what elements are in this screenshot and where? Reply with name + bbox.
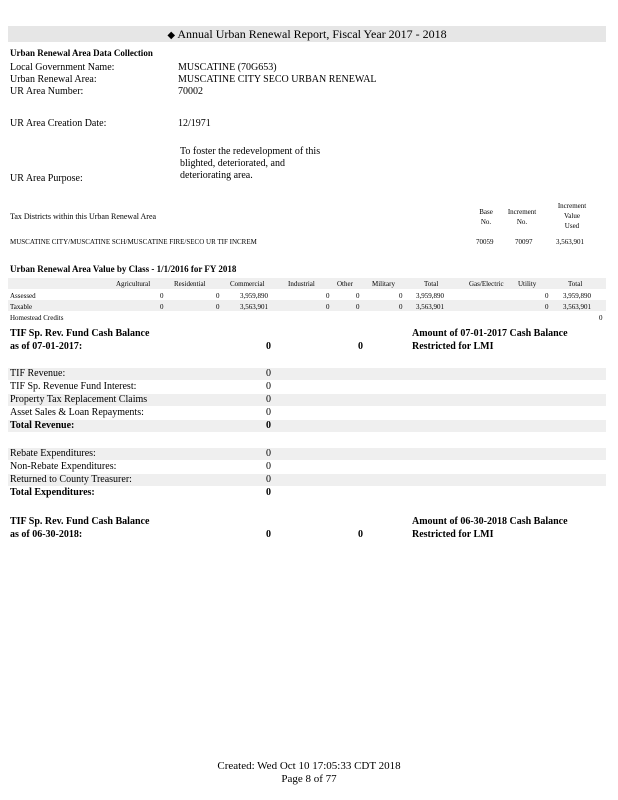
balance-start-label-1: TIF Sp. Rev. Fund Cash Balance <box>10 328 150 339</box>
field-label: Urban Renewal Area: <box>10 74 97 85</box>
tax-districts-header: Tax Districts within this Urban Renewal Area <box>10 212 157 221</box>
balance-start-restricted-value: 0 <box>358 341 363 352</box>
district-name: MUSCATINE CITY/MUSCATINE SCH/MUSCATINE FIRE/SECO UR TIF INCREM <box>10 238 257 246</box>
total-revenue-value: 0 <box>266 420 271 431</box>
report-title: Annual Urban Renewal Report, Fiscal Year 2017 - 2018 <box>177 27 447 41</box>
expenditure-value: 0 <box>266 474 271 485</box>
total-revenue-label: Total Revenue: <box>10 420 75 431</box>
balance-start-amount-label-1: Amount of 07-01-2017 Cash Balance <box>412 328 568 339</box>
balance-start-label-2: as of 07-01-2017: <box>10 341 83 352</box>
value-cell: 0 <box>216 292 220 300</box>
col-commercial: Commercial <box>230 280 265 288</box>
value-cell: 3,959,890 <box>416 292 444 300</box>
field-label: UR Area Creation Date: <box>10 118 107 129</box>
col-residential: Residential <box>174 280 206 288</box>
balance-end-label-1: TIF Sp. Rev. Fund Cash Balance <box>10 516 150 527</box>
purpose-line: To foster the redevelopment of this <box>180 146 321 157</box>
value-cell: 0 <box>399 292 403 300</box>
col-grand-total: Total <box>568 280 583 288</box>
value-cell: 0 <box>545 303 549 311</box>
value-cell: 0 <box>160 292 164 300</box>
field-value: MUSCATINE (70G653) <box>178 62 277 73</box>
value-cell: 0 <box>399 303 403 311</box>
purpose-line: deteriorating area. <box>180 170 253 181</box>
value-cell: 0 <box>326 303 330 311</box>
footer-page: Page 8 of 77 <box>281 773 337 785</box>
revenue-band <box>8 420 606 432</box>
revenue-value: 0 <box>266 407 271 418</box>
balance-end-label-2: as of 06-30-2018: <box>10 529 83 540</box>
expenditure-value: 0 <box>266 461 271 472</box>
expenditure-value: 0 <box>266 448 271 459</box>
district-base: 70059 <box>476 238 494 246</box>
field-value: MUSCATINE CITY SECO URBAN RENEWAL <box>178 74 377 85</box>
col-agricultural: Agricultural <box>116 280 151 288</box>
revenue-value: 0 <box>266 368 271 379</box>
col-utility: Utility <box>518 280 537 288</box>
total-expenditures-value: 0 <box>266 487 271 498</box>
total-expenditures-label: Total Expenditures: <box>10 487 95 498</box>
col-military: Military <box>372 280 395 288</box>
footer-created: Created: Wed Oct 10 17:05:33 CDT 2018 <box>217 760 401 772</box>
value-cell: 3,959,890 <box>563 292 591 300</box>
row-label-taxable: Taxable <box>10 303 33 311</box>
homestead-value: 0 <box>599 314 603 322</box>
expenditure-band <box>8 448 606 460</box>
col-industrial: Industrial <box>288 280 315 288</box>
balance-start-value: 0 <box>266 341 271 352</box>
revenue-label: TIF Sp. Revenue Fund Interest: <box>10 381 137 392</box>
field-value: 12/1971 <box>178 118 211 129</box>
purpose-line: blighted, deteriorated, and <box>180 158 285 169</box>
report-title-bar <box>8 26 606 42</box>
expenditure-label: Returned to County Treasurer: <box>10 474 132 485</box>
collection-header: Urban Renewal Area Data Collection <box>10 48 153 58</box>
revenue-band <box>8 368 606 380</box>
expenditure-label: Non-Rebate Expenditures: <box>10 461 117 472</box>
col-base-header: Base No. <box>479 208 493 226</box>
homestead-label: Homestead Credits <box>10 314 64 322</box>
field-label: UR Area Number: <box>10 86 84 97</box>
col-gas-electric: Gas/Electric <box>469 280 504 288</box>
district-used: 3,563,901 <box>556 238 584 246</box>
value-cell: 0 <box>545 292 549 300</box>
col-other: Other <box>337 280 353 288</box>
balance-start-amount-label-2: Restricted for LMI <box>412 341 494 352</box>
value-cell: 0 <box>216 303 220 311</box>
diamond-icon: ◆ <box>167 30 176 41</box>
revenue-label: TIF Revenue: <box>10 368 66 379</box>
col-used-header: Increment Value Used <box>557 202 587 230</box>
value-cell: 3,959,890 <box>240 292 268 300</box>
district-increment: 70097 <box>515 238 533 246</box>
purpose-label: UR Area Purpose: <box>10 173 83 184</box>
revenue-value: 0 <box>266 381 271 392</box>
field-value: 70002 <box>178 86 203 97</box>
row-label-assessed: Assessed <box>10 292 36 300</box>
value-cell: 0 <box>160 303 164 311</box>
balance-end-amount-label-2: Restricted for LMI <box>412 529 494 540</box>
value-cell: 3,563,901 <box>240 303 268 311</box>
revenue-label: Asset Sales & Loan Repayments: <box>10 407 144 418</box>
value-cell: 3,563,901 <box>416 303 444 311</box>
value-row-band <box>8 300 606 311</box>
revenue-value: 0 <box>266 394 271 405</box>
value-cell: 0 <box>356 292 360 300</box>
field-label: Local Government Name: <box>10 62 115 73</box>
col-total: Total <box>424 280 439 288</box>
col-increment-header: Increment No. <box>507 208 537 226</box>
value-cell: 0 <box>356 303 360 311</box>
value-cell: 3,563,901 <box>563 303 591 311</box>
balance-end-restricted-value: 0 <box>358 529 363 540</box>
revenue-label: Property Tax Replacement Claims <box>10 394 148 405</box>
balance-end-amount-label-1: Amount of 06-30-2018 Cash Balance <box>412 516 568 527</box>
value-cell: 0 <box>326 292 330 300</box>
expenditure-label: Rebate Expenditures: <box>10 448 96 459</box>
area-value-header: Urban Renewal Area Value by Class - 1/1/2016 for FY 2018 <box>10 264 237 274</box>
balance-end-value: 0 <box>266 529 271 540</box>
